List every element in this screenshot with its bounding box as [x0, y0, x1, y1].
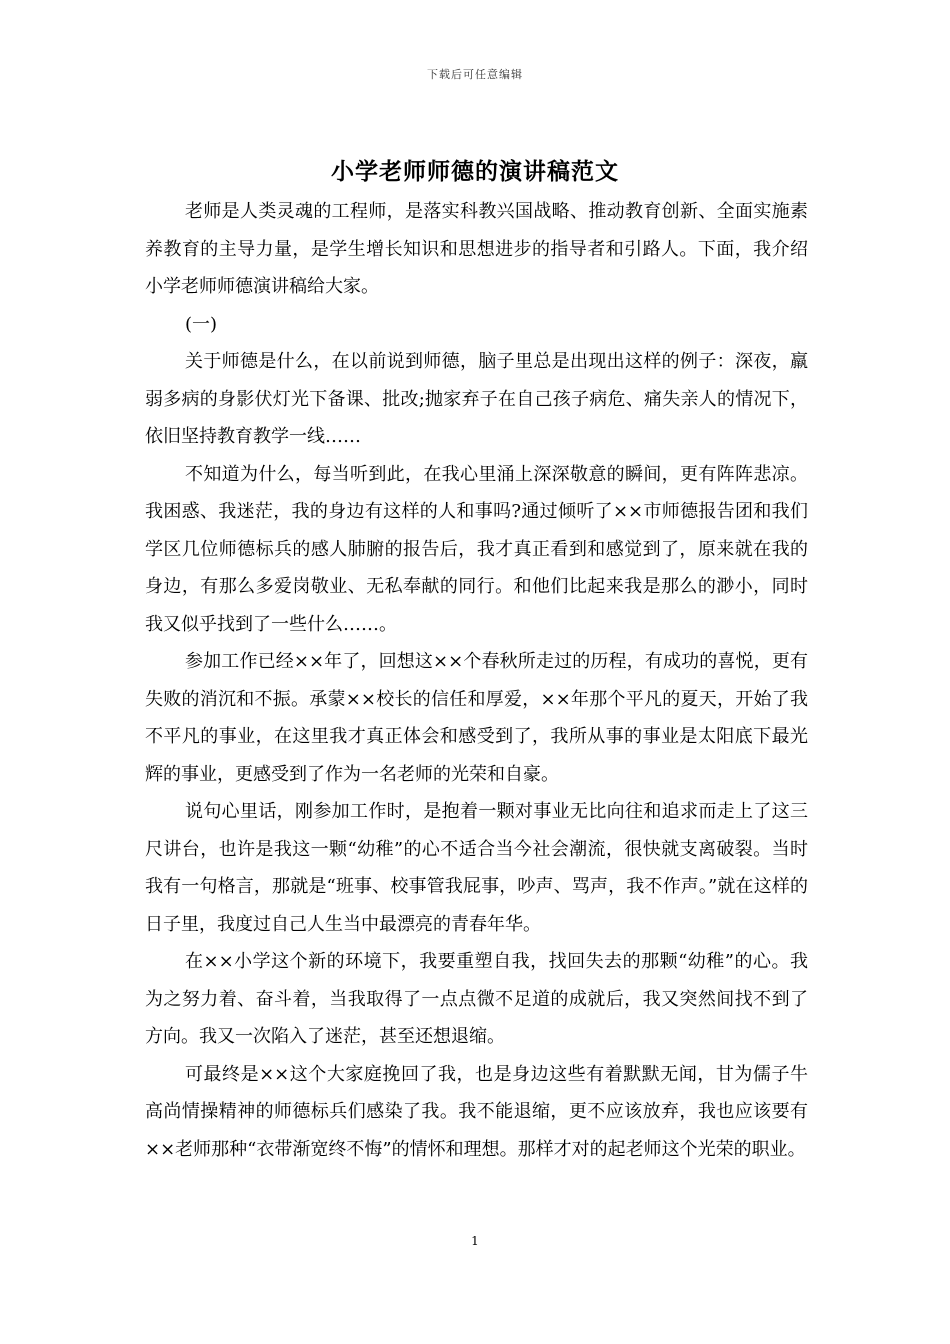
paragraph: 可最终是××这个大家庭挽回了我，也是身边这些有着默默无闻，甘为儒子牛高尚情操精神的师德标兵们感染了我。我不能退缩，更不应该放弃，我也应该要有××老师那种“衣带渐宽终不悔”的情怀和理想。那样才对的起老师这个光荣的职业。 [145, 1063, 808, 1160]
document-title: 小学老师师德的演讲稿范文 [331, 158, 619, 185]
paragraph: 在××小学这个新的环境下，我要重塑自我，找回失去的那颗“幼稚”的心。我为之努力着、奋斗着，当我取得了一点点微不足道的成就后，我又突然间找不到了方向。我又一次陷入了迷茫，甚至还想退缩。 [145, 951, 808, 1047]
paragraph: 关于师德是什么，在以前说到师德，脑子里总是出现出这样的例子：深夜，羸弱多病的身影伏灯光下备课、批改;抛家弃子在自己孩子病危、痛失亲人的情况下，依旧坚持教育教学一线…… [145, 351, 808, 447]
paragraph: 参加工作已经××年了，回想这××个春秋所走过的历程，有成功的喜悦，更有失败的消沉和不振。承蒙××校长的信任和厚爱，××年那个平凡的夏天，开始了我不平凡的事业，在这里我才真正体会和感受到了，我所从事的事业是太阳底下最光辉的事业，更感受到了作为一名老师的光荣和自豪。 [145, 651, 808, 785]
document-body [145, 193, 808, 1168]
header-note: 下载后可任意编辑 [427, 68, 523, 81]
paragraph: 不知道为什么，每当听到此，在我心里涌上深深敬意的瞬间，更有阵阵悲凉。我困惑、我迷茫，我的身边有这样的人和事吗?通过倾听了××市师德报告团和我们学区几位师德标兵的感人肺腑的报告后，我才真正看到和感觉到了，原来就在我的身边，有那么多爱岗敬业、无私奉献的同行。和他们比起来我是那么的渺小，同时我又似乎找到了一些什么……。 [145, 463, 808, 635]
paragraph: 老师是人类灵魂的工程师，是落实科教兴国战略、推动教育创新、全面实施素养教育的主导力量，是学生增长知识和思想进步的指导者和引路人。下面，我介绍小学老师师德演讲稿给大家。 [145, 201, 808, 297]
paragraph: 说句心里话，刚参加工作时，是抱着一颗对事业无比向往和追求而走上了这三尺讲台，也许是我这一颗“幼稚”的心不适合当今社会潮流，很快就支离破裂。当时我有一句格言，那就是“班事、校事管我屁事，吵声、骂声，我不作声。”就在这样的日子里，我度过自己人生当中最漂亮的青春年华。 [145, 801, 808, 935]
paragraph: (一) [185, 313, 218, 335]
page-number: 1 [471, 1234, 479, 1248]
